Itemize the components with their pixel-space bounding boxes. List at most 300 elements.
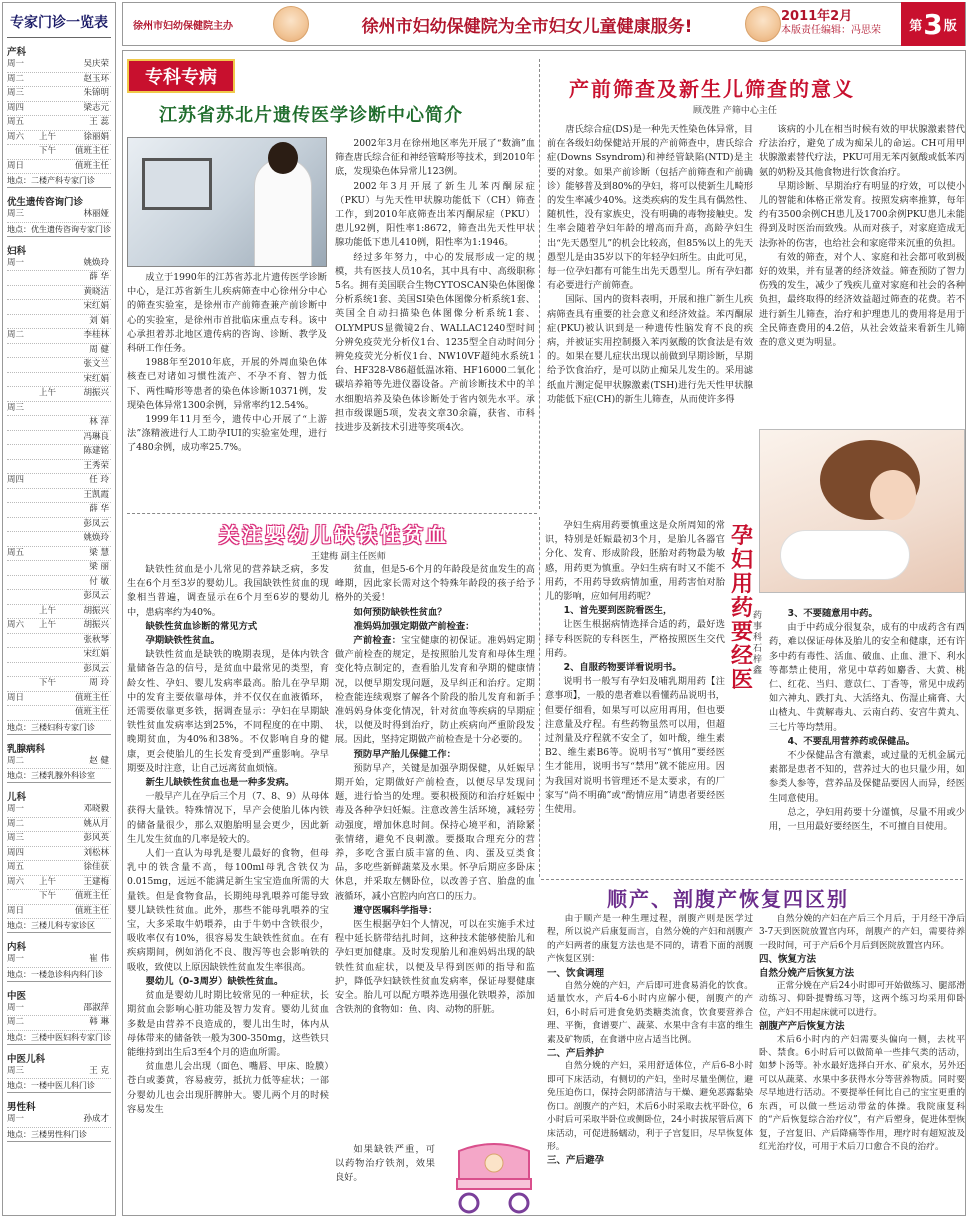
article-paragraph: 孕妇生病用药要慎重这是众所周知的常识，特别是妊娠最初3个月，是胎儿各器官分化、发育、形成阶段，胚胎对药物最为敏感，用药更为慎重。孕妇生病有时又不能不用药，不用药导致病情加重，用药害怕对胎儿的影响，应如何用药呢？	[545, 520, 725, 603]
department-location: 地点：一楼急诊科内科门诊	[7, 968, 111, 982]
schedule-doctor: 姚从月	[83, 818, 109, 829]
article-paragraph: 缺铁性贫血是小儿常见的营养缺乏病，多发生在6个月至3岁的婴幼儿。我国缺铁性贫血的现象相当普遍，调查显示在6个月至6岁的婴幼儿中，患病率约为40%。	[127, 564, 329, 618]
page-suffix: 版	[943, 18, 957, 34]
schedule-half-day	[39, 503, 59, 517]
article-paragraph: 预防早产，关键是加强孕期保健，从妊娠早期开始，定期做好产前检查，以便尽早发现问题，进行恰当的处理。要积极预防和治疗妊娠中毒及各种孕妇妊娠。注意改善生活环境，减轻劳动强度，增加休息时间。保持心境平和，消除紧张情绪，避免不良刺激。要摄取合理充分的营养，多吃含蛋白质丰富的鱼、肉、蛋及豆类食品，多吃些新鲜蔬菜及水果。怀孕后期应多卧床休息，并采取左侧卧位，以改善子宫、胎盘的血液循环，减小宫腔内向宫口的压力。	[335, 762, 535, 902]
schedule-day: 周日	[7, 905, 25, 916]
monitor-icon	[142, 158, 212, 210]
section-badge: 专科专病	[127, 59, 235, 93]
article-paragraph: 总之，孕妇用药要十分谨慎，尽量不用或少用，一旦用最好要经医生，不可擅自目使用。	[769, 806, 965, 833]
schedule-day	[7, 576, 39, 590]
schedule-half-day	[39, 300, 59, 314]
article-paragraph: 成立于1990年的江苏省苏北片遗传医学诊断中心，是江苏省新生儿疾病筛查中心徐州分中心的筛查实验室，是徐州市产前筛查兼产前诊断中心的实验室，是徐州市首批临床重点专科。该中心承担着苏北地区遗传病的咨询、诊断、教学及科研工作任务。	[127, 272, 327, 355]
schedule-doctor: 周 健	[89, 344, 109, 355]
department-list	[7, 44, 111, 1142]
schedule-row	[7, 518, 111, 533]
schedule-half-day	[39, 532, 59, 546]
schedule-half-day	[39, 315, 59, 329]
article-paragraph: 2002年3月开展了新生儿苯丙酮尿症（PKU）与先天性甲状腺功能低下（CH）筛查工作，到2010年底筛查出苯丙酮尿症（PKU）患儿92例，阳性率1:8672，筛查出先天性甲状腺功能低下患儿410例，阳性率为1:1946。	[335, 180, 535, 249]
schedule-doctor	[59, 402, 111, 416]
schedule-row	[7, 1113, 111, 1128]
schedule-doctor: 值班主任	[74, 707, 109, 717]
schedule-doctor: 张秋琴	[83, 634, 109, 645]
department-name: 乳腺病科	[7, 743, 46, 755]
article-paragraph: 自然分娩的产妇，产后即可进食易消化的饮食。适量饮水，产后4-6小时内应解小便，剖腹产的产妇，6小时后可进食免奶类糖类流食，饮食要营养合理、平衡，食谱要广、蔬菜、水果中含有丰富的维生素及矿物质，在食谱中应占适当比例。	[547, 981, 753, 1045]
article-paragraph: 让医生根据病情选择合适的药，最好选择专科医院的专科医生，严格按照医生交代用药。	[545, 619, 725, 659]
schedule-doctor: 薛 华	[89, 504, 109, 514]
schedule-doctor: 朱锦明	[83, 88, 109, 98]
schedule-half-day	[39, 818, 59, 832]
schedule-day: 周二	[7, 330, 25, 340]
schedule-row	[7, 329, 111, 344]
schedule-day: 周二	[7, 1017, 25, 1027]
schedule-half-day	[39, 518, 59, 532]
article-byline: 王建梅 副主任医师	[311, 552, 386, 562]
schedule-day	[7, 634, 39, 648]
schedule-doctor: 陈建铭	[83, 446, 109, 456]
schedule-row	[7, 1002, 111, 1017]
schedule-row	[7, 271, 111, 286]
schedule-doctor: 付 敏	[89, 576, 109, 587]
schedule-doctor: 梁 丽	[89, 562, 109, 572]
schedule-half-day	[39, 329, 59, 343]
lab-photo	[127, 137, 327, 267]
article-paragraph: 医生根据孕妇个人情况，可以在实施手术过程中延长脐带结扎时间，这种技术能够使胎儿和孕妇更加健康。及时发现胎儿和准妈妈出现的缺铁性贫血症状，以便及早得到医师的指导和监护，降低孕妇缺铁性贫血发病率，保证母婴健康安全。胎儿可以配方喂养选用强化铁喂养，添加含铁剂的食物如：鱼、肉、动物的肝脏。	[335, 919, 535, 1016]
schedule-half-day	[39, 474, 59, 488]
schedule-row	[7, 300, 111, 315]
schedule-day	[7, 286, 39, 300]
schedule-half-day: 下午	[39, 146, 57, 156]
schedule-row	[7, 445, 111, 460]
schedule-day	[7, 373, 39, 387]
schedule-day	[7, 460, 39, 474]
schedule-doctor: 王秀荣	[83, 460, 109, 471]
department-location: 地点：三楼男性科门诊	[7, 1128, 111, 1142]
department-location: 地点：二楼产科专家门诊	[7, 174, 111, 188]
subheading: 预防早产胎儿保健工作：	[353, 748, 456, 760]
schedule-row	[7, 416, 111, 431]
schedule-doctor: 胡振兴	[83, 388, 109, 398]
schedule-row	[7, 706, 111, 721]
schedule-day	[7, 489, 39, 503]
schedule-doctor: 彭凤云	[83, 518, 109, 529]
article-text: 宝宝健康的初保证。准妈妈定期做产前检查的规定，是按照胎儿发育和母体生理变化特点制定的，查看胎儿发育和孕期的健康情况，以便早期发现问题，及早纠正和治疗。定期检查能连续观察了解各个阶段的胎儿发育和新手准妈妈身体变化情况，针对贫血等疾病的早期症状，以便及时得到治疗，防止疾病向严重阶段发展。因此，坚持定期做产前检查是十分必要的。	[335, 635, 535, 746]
schedule-day: 周三	[7, 209, 25, 219]
schedule-day: 周六	[7, 620, 25, 630]
page-number-badge	[901, 2, 965, 46]
schedule-doctor: 姚焕玲	[83, 257, 109, 268]
department-name: 优生遗传咨询门诊	[7, 197, 84, 208]
schedule-doctor: 值班主任	[74, 692, 109, 703]
article-paragraph: 该病的小儿在相当时候有效的甲状腺激素替代疗法治疗，避免了成为痴呆儿的命运。CH可用甲状腺激素替代疗法，PKU可用无苯丙氨酸或低苯丙氨的奶粉及其他食物进行饮食治疗。	[759, 124, 965, 178]
department-name: 中医儿科	[7, 1053, 46, 1065]
schedule-half-day	[39, 416, 59, 430]
article-paragraph: 有效的筛查，对个人、家庭和社会都可收到极好的效果，并有显著的经济效益。筛查预防了智力伤残的发生，减少了残疾儿童对家庭和社会的各种负担，最终取得的经济效益超过筛查的花费。若不进行新生儿筛查，治疗和护理患儿的费用将是用于全民筛查费用的4.2倍，从社会效益来看新生儿筛查的意义更为明显。	[759, 251, 965, 349]
schedule-day: 周六	[7, 131, 25, 142]
schedule-row	[7, 663, 111, 678]
schedule-row	[7, 547, 111, 562]
baby-logo-icon	[273, 6, 309, 42]
subheading: 准妈妈加强定期做产前检查：	[353, 620, 475, 632]
doctor-figure	[254, 158, 312, 267]
schedule-row	[7, 692, 111, 707]
schedule-day: 周三	[7, 88, 25, 98]
schedule-row	[7, 474, 111, 489]
schedule-half-day	[39, 460, 59, 474]
schedule-half-day	[39, 373, 59, 387]
schedule-doctor: 吴庆荣	[83, 59, 109, 69]
schedule-half-day	[39, 271, 59, 285]
subheading: 二、产后养护	[547, 1048, 605, 1060]
article-paragraph: 1988年至2010年底，开展的外周血染色体核查已对诸如习惯性流产、不孕不育、智力低下、两性畸形等患者的染色体诊断10371例，发现染色体异常1300余例，异常率约12.54%。	[127, 357, 327, 411]
schedule-day	[7, 518, 39, 532]
vertical-byline: 药事科 石梓鑫	[753, 611, 763, 676]
subheading: 自然分娩产后恢复方法	[759, 967, 855, 979]
schedule-row	[7, 315, 111, 330]
schedule-half-day: 上午	[39, 131, 57, 142]
schedule-half-day	[39, 576, 59, 590]
article-paragraph: 如果缺铁严重，可以药物治疗铁剂，效果良好。	[335, 1144, 435, 1184]
schedule-half-day	[39, 634, 59, 648]
baby-figure	[780, 530, 910, 580]
schedule-half-day: 上午	[39, 876, 57, 887]
schedule-half-day: 下午	[39, 678, 57, 688]
publisher-slogan: 徐州市妇幼保健院主办	[133, 20, 233, 32]
schedule-row	[7, 890, 111, 905]
schedule-row	[7, 576, 111, 591]
section-divider	[541, 879, 963, 880]
schedule-half-day	[39, 116, 59, 130]
schedule-doctor: 邓晓毅	[83, 804, 109, 814]
schedule-day: 周四	[7, 102, 25, 113]
header-slogan: 徐州市妇幼保健院为全市妇女儿童健康服务!	[361, 16, 693, 37]
schedule-day: 周日	[7, 692, 25, 703]
schedule-day: 周一	[7, 59, 25, 69]
schedule-day	[7, 605, 39, 619]
schedule-day	[7, 706, 39, 720]
article-paragraph: 不少保健品含有激素，或过量的无机金属元素都是患者不知的，营养过大的也只量少用，如参类人参等，营养品及保健品要因人而异，经医生同意使用。	[769, 750, 965, 804]
section-divider	[127, 513, 537, 514]
subheading: 1、首先要到医院看医生，	[563, 605, 673, 617]
schedule-row	[7, 677, 111, 692]
article-paragraph: 早期诊断、早期治疗有明显的疗效，可以使小儿的智能和体格正常发育。按照发病率推算，每年约有3500余例CH患儿及1700余例PKU患儿未能得到及时医治而致残。从而对孩子，对家庭造成无法弥补的伤害，也给社会和家庭带来沉重的负担。	[759, 180, 965, 249]
schedule-half-day: 上午	[39, 388, 57, 398]
issue-date: 2011年2月	[781, 9, 853, 24]
schedule-day	[7, 532, 39, 546]
subheading: 缺铁性贫血诊断的常见方式	[145, 620, 258, 632]
expert-clinic-schedule	[2, 2, 116, 1216]
schedule-title: 专家门诊一览表	[7, 6, 111, 38]
article-byline: 顾茂胜 产筛中心主任	[693, 106, 777, 116]
schedule-half-day: 上午	[39, 605, 57, 616]
schedule-half-day	[39, 102, 59, 116]
schedule-half-day	[39, 847, 59, 861]
column-divider	[539, 517, 540, 877]
page-content	[122, 50, 966, 1216]
schedule-half-day	[39, 803, 59, 817]
schedule-day: 周五	[7, 547, 25, 558]
schedule-doctor: 王建梅	[83, 876, 109, 887]
schedule-doctor: 宋红娟	[83, 301, 109, 311]
mother-face	[870, 470, 916, 520]
schedule-row	[7, 373, 111, 388]
schedule-row	[7, 257, 111, 272]
schedule-row	[7, 619, 111, 634]
article-column	[759, 913, 965, 1215]
schedule-doctor: 胡振兴	[83, 620, 109, 630]
schedule-row	[7, 387, 111, 402]
schedule-row	[7, 344, 111, 359]
schedule-row	[7, 431, 111, 446]
schedule-row	[7, 87, 111, 102]
schedule-row	[7, 634, 111, 649]
schedule-day: 周日	[7, 160, 25, 171]
schedule-half-day	[39, 706, 59, 720]
article-title: 顺产、剖腹产恢复四区别	[607, 887, 849, 911]
schedule-row	[7, 358, 111, 373]
department-name: 产科	[7, 47, 27, 58]
schedule-half-day	[39, 561, 59, 575]
article-paragraph	[335, 634, 535, 748]
schedule-day	[7, 271, 39, 285]
schedule-doctor: 彭凤云	[83, 591, 109, 601]
schedule-day	[7, 445, 39, 459]
schedule-half-day	[39, 87, 59, 101]
schedule-half-day	[39, 547, 59, 561]
schedule-day: 周一	[7, 954, 25, 964]
article-paragraph: 缺铁性贫血是缺铁的晚期表现，是体内铁含量储备告急的信号，是贫血中最常见的类型，育龄女性、孕妇、婴儿发病率最高。胎儿在孕早期中的发育主要依靠母体，并不仅仅在血液循环，还需要依靠更多铁，据调查显示：孕妇在早期缺铁性贫血发病率达到25%，不同程度的在中期、晚期贫血，为40%和38%。不仅影响自身的健康，更会使胎儿的生长发育受到严重影响。孕早期要及时注意，让自己远离贫血烦恼。	[127, 649, 329, 774]
schedule-doctor: 值班主任	[74, 891, 109, 901]
schedule-day	[7, 145, 39, 159]
department-name: 妇科	[7, 245, 27, 257]
article-column	[127, 271, 327, 509]
subheading: 婴幼儿（0-3周岁）缺铁性贫血。	[145, 975, 284, 987]
article-paragraph: 自然分娩的产妇在产后三个月后，于月经干净后3-7天到医院放置宫内环，剖腹产的产妇，需要待养一段时间，可于产后6个月后到医院放置宫内环。	[759, 914, 965, 951]
article-paragraph: 唐氏综合症(DS)是一种先天性染色体异常，目前在各级妇幼保健站开展的产前筛查中，唐氏综合症(Downs Ssyndrom)和神经管缺陷(NTD)是主要的对象。如果产前诊断（包括产前筛查和产前确诊）能够普及到80%的孕妇，将可以使新生儿畸形的发生率减少40%。这类疾病的发生具有偶然性、随机性，没有家族史，没有明确的毒物接触史。发生率会随着孕妇年龄的增高而升高，高龄孕妇生出“先天愚型儿”的机会比较高，但85%以上的先天愚型儿是由35岁以下的年轻孕妇所生。由此可见，每一位孕妇都有可能生出先天愚型儿。所有孕妇都有必要进行产前筛查。	[547, 124, 753, 292]
schedule-half-day	[39, 344, 59, 358]
schedule-doctor: 姚焕玲	[83, 533, 109, 543]
schedule-row	[7, 818, 111, 833]
schedule-day	[7, 358, 39, 372]
schedule-doctor: 林 萍	[89, 417, 109, 427]
article-paragraph: 贫血是婴幼儿时期比较常见的一种症状，长期贫血会影响心脏功能及智力发育。婴幼儿贫血多数是由营养不良造成的，婴儿出生时，体内从母体带来的储备铁一般为300-350mg，这些铁只能维持到出生后3至4个月的造血所需。	[127, 990, 329, 1058]
article-paragraph: 经过多年努力，中心的发展形成一定的规模，共有医技人员10名，其中具有中、高级职称5名。拥有美国联合生物CYTOSCAN染色体图像分析系统1套、美国SI染色体图像分析系统1套、英国全自动扫描染色体图像分析系统1套、OLYMPUS显微镜2台、WALLAC1240型时间分辨免疫荧光分析仪1台、1235型全自动时间分辨免疫荧光分析仪1台、NW10VF超纯水系统1台、HF328-V86超低温冰箱、HF16000二氧化碳培养箱等先进仪器设备。产前诊断技术中的羊水细胞培养及染色体诊断处于省内领先水平。承担市级课题5项，发表文章30余篇，获省、市科技进步及新技术引进等奖项4次。	[335, 251, 535, 434]
schedule-day	[7, 416, 39, 430]
schedule-day: 周四	[7, 475, 25, 485]
schedule-doctor: 胡振兴	[83, 605, 109, 616]
schedule-day: 周四	[7, 847, 25, 858]
schedule-doctor: 彭凤云	[83, 663, 109, 674]
schedule-day	[7, 315, 39, 329]
schedule-row	[7, 876, 111, 891]
schedule-half-day	[39, 755, 59, 769]
article-column	[547, 123, 753, 513]
article-paragraph: 由于顺产是一种生理过程，剖腹产则是医学过程，所以说产后康复而言，自然分娩的产妇和剖腹产的产妇两者的康复方法也是不同的，请看下面的剖腹产恢复区别：	[547, 914, 753, 965]
page-prefix: 第	[909, 18, 923, 34]
schedule-row	[7, 208, 111, 223]
subheading: 三、产后避孕	[547, 1155, 605, 1167]
schedule-doctor: 李桂林	[83, 330, 109, 340]
article-paragraph: 由于中药成分很复杂，成有的中成药含有西药，难以保证母体及胎儿的安全和健康，还有许多中药有毒性、活血、破血、止血、泄下、利水等都禁止使用，常见中草药如麝香、大黄、桃仁、红花、当归、薏苡仁、丁香等，常见中成药如六神丸、跌打丸、大活络丸、伤湿止痛膏、大山楂丸、牛黄解毒丸、云南白药、安宫牛黄丸、三七片等均禁用。	[769, 622, 965, 733]
department-location: 地点：三楼儿科专家诊区	[7, 919, 111, 933]
schedule-half-day	[39, 1016, 59, 1030]
subheading: 3、不要随意用中药。	[787, 608, 878, 619]
page-number: 3	[923, 7, 943, 41]
schedule-half-day	[39, 1002, 59, 1016]
schedule-day	[7, 344, 39, 358]
schedule-row	[7, 648, 111, 663]
schedule-row	[7, 1016, 111, 1031]
schedule-row	[7, 160, 111, 175]
schedule-half-day	[39, 590, 59, 604]
schedule-half-day	[39, 358, 59, 372]
schedule-half-day	[39, 648, 59, 662]
schedule-doctor: 冯琳良	[83, 431, 109, 442]
schedule-doctor: 张文兰	[83, 359, 109, 369]
schedule-half-day	[39, 431, 59, 445]
schedule-doctor: 王 克	[89, 1065, 109, 1076]
schedule-day: 周三	[7, 402, 25, 413]
schedule-doctor: 周 玲	[89, 678, 109, 688]
schedule-half-day	[39, 861, 59, 875]
schedule-doctor: 韩 琳	[89, 1017, 109, 1027]
department-location: 地点：一楼中医儿科门诊	[7, 1079, 111, 1093]
schedule-doctor: 林丽娅	[83, 209, 109, 219]
article-column	[127, 563, 329, 1213]
schedule-row	[7, 803, 111, 818]
article-paragraph: 2002年3月在徐州地区率先开展了“数滴”血筛查唐氏综合征和神经管畸形等技术，到2010年底，发现染色体异常儿123例。	[335, 138, 535, 178]
schedule-half-day	[39, 286, 59, 300]
schedule-day: 周二	[7, 73, 25, 84]
department-location: 地点：三楼乳腺外科诊室	[7, 769, 111, 783]
schedule-day	[7, 431, 39, 445]
schedule-half-day: 下午	[39, 891, 57, 901]
subheading: 遵守医嘱科学指导：	[353, 904, 438, 916]
schedule-day	[7, 590, 39, 604]
schedule-doctor: 宋红娟	[83, 649, 109, 659]
article-paragraph: 说明书一般写有孕妇及哺乳期用药【注意事项】，一般的患者难以看懂药品说明书，但要仔细看，如果写可以应用再用，但也要注意量及疗程。有些药物虽然可以用，但超过剂量及疗程就不安全了，如叶酸，维生素B2、维生素B6等。说明书写“慎用”要经医生才能用，说明书写“禁用”就不能应用。因为我国对说明书管理还不是太要求，有的厂家写“尚不明确”或“酌情应用”请患者要经医生使用。	[545, 676, 725, 816]
schedule-row	[7, 102, 111, 117]
article-column	[759, 123, 965, 425]
schedule-doctor: 梁 慧	[89, 547, 109, 558]
schedule-half-day	[39, 663, 59, 677]
subheading: 如何预防缺铁性贫血？	[353, 606, 447, 618]
schedule-row	[7, 402, 111, 417]
schedule-doctor: 徐佳获	[83, 862, 109, 872]
department-location: 地点：三楼妇科专家门诊	[7, 721, 111, 735]
schedule-day: 周五	[7, 117, 25, 127]
schedule-day	[7, 387, 39, 401]
schedule-row	[7, 953, 111, 968]
schedule-day: 周二	[7, 818, 25, 829]
schedule-day: 周五	[7, 862, 25, 872]
article-column	[545, 519, 725, 879]
doctor-head	[268, 142, 298, 174]
schedule-row	[7, 832, 111, 847]
schedule-doctor: 值班主任	[74, 146, 109, 156]
schedule-half-day	[39, 1113, 59, 1127]
schedule-doctor: 孙成才	[83, 1114, 109, 1124]
schedule-half-day	[39, 905, 59, 919]
schedule-doctor: 王 蕊	[89, 117, 109, 127]
issue-info	[781, 10, 901, 38]
article-column	[335, 1143, 435, 1215]
schedule-half-day	[39, 58, 59, 72]
inline-heading: 产前检查：	[353, 635, 402, 647]
schedule-day: 周一	[7, 257, 25, 268]
subheading: 新生儿缺铁性贫血也是一种多发病。	[145, 777, 295, 789]
schedule-half-day	[39, 953, 59, 967]
article-paragraph: 正常分娩在产后24小时即可开始做练习、腿部滑动练习、仰卧提臀练习等，这两个练习均采用仰卧位，产妇不用起床就可以进行。	[759, 981, 965, 1018]
schedule-row	[7, 1065, 111, 1080]
schedule-half-day	[39, 1065, 59, 1079]
subheading: 四、恢复方法	[759, 954, 817, 966]
schedule-doctor: 彭风英	[83, 833, 109, 843]
subheading: 孕期缺铁性贫血。	[145, 635, 220, 647]
page-header	[122, 2, 966, 46]
schedule-half-day	[39, 208, 59, 222]
schedule-day: 周一	[7, 804, 25, 814]
schedule-doctor: 刘松林	[83, 847, 109, 858]
schedule-day: 周一	[7, 1002, 25, 1013]
schedule-doctor: 任 玲	[89, 475, 109, 485]
department-name: 中医	[7, 990, 27, 1002]
subheading: 剖腹产产后恢复方法	[759, 1021, 845, 1033]
schedule-row	[7, 861, 111, 876]
schedule-day	[7, 663, 39, 677]
schedule-half-day	[39, 445, 59, 459]
article-paragraph: 术后6小时内的产妇需要头偏向一侧，去枕平卧、禁食。6小时后可以做简单一些排气类的活动，如梦卜汤等。补水最好选择白开水、矿泉水，另外还可以从蔬菜、水果中多获得水分等营养物质。同时要尽早地进行活动。不要提举任何比自己的宝宝更重的东西，可以做一些运动带盆的体操。我院康复科的“产后恢复综合治疗仪”，有产后塑身，促进体型恢复，子宫复旧、产后降痛等作用，理疗时有超短波及红光治疗仪，可用于术后刀口愈合不良的治疗。	[759, 1034, 965, 1152]
schedule-half-day	[39, 257, 59, 271]
article-column	[769, 607, 965, 879]
schedule-row	[7, 58, 111, 73]
article-column	[547, 913, 753, 1215]
schedule-day: 周一	[7, 1114, 25, 1124]
schedule-doctor: 赵 健	[89, 755, 109, 766]
schedule-doctor: 刘 娟	[89, 315, 109, 326]
schedule-day: 周六	[7, 876, 25, 887]
article-paragraph: 国际、国内的资料表明，开展和推广新生儿疾病筛查具有重要的社会意义和经济效益。苯丙酮尿症(PKU)被认识到是一种遗传性脑发育不良的疾病，并被证实用控制摄入苯丙氨酸的饮食法是有效的。如果在婴儿症状出现以前做到早期诊断，早期给予饮食治疗，是可以防止痴呆儿发生的。采用滤纸血片测定促甲状腺激素(TSH)进行先天性甲状腺功能低下症(CH)的新生儿筛查，从而使许多得	[547, 294, 753, 405]
schedule-doctor: 值班主任	[74, 905, 109, 916]
schedule-row	[7, 131, 111, 146]
baby-logo-icon	[745, 6, 781, 42]
article-paragraph: 贫血患儿会出现（面色、嘴唇、甲床、睑膜）苍白或萎黄，容易疲劳，抵抗力低等症状；一部分婴幼儿也会出现肝脾肿大。婴儿两个月的时候容易发生	[127, 1061, 329, 1115]
schedule-day	[7, 300, 39, 314]
subheading: 一、饮食调理	[547, 967, 605, 979]
mother-baby-photo	[759, 429, 965, 593]
schedule-row	[7, 561, 111, 576]
schedule-row	[7, 532, 111, 547]
article-title: 江苏省苏北片遗传医学诊断中心简介	[159, 105, 463, 126]
article-column	[335, 563, 535, 1143]
subheading: 4、不要乱用营养药或保健品。	[787, 735, 915, 747]
schedule-row	[7, 590, 111, 605]
department-location: 地点：优生遗传咨询专家门诊	[7, 223, 111, 237]
schedule-row	[7, 847, 111, 862]
schedule-day: 周三	[7, 1065, 25, 1076]
schedule-row	[7, 489, 111, 504]
schedule-half-day	[39, 73, 59, 87]
schedule-doctor: 值班主任	[74, 160, 109, 171]
schedule-row	[7, 73, 111, 88]
article-paragraph: 自然分娩的产妇，采用舒适体位，产后6-8小时即可下床活动，有侧切的产妇，坐时尽量坐侧位，避免压迫伤口，保持会阴部清洁与干燥、避免恶露黏染伤口。剖腹产的产妇，术后6小时采取去枕平卧位，6小时后可采取半卧位或侧卧位，24小时拔尿管后离下床活动，可促进肠蠕动，利于子宫复旧，尽早恢复体形。	[547, 1061, 753, 1152]
department-name: 内科	[7, 942, 27, 953]
schedule-day	[7, 890, 39, 904]
schedule-half-day	[39, 832, 59, 846]
issue-editor: 本版责任编辑：冯思荣	[781, 25, 881, 36]
schedule-half-day: 上午	[39, 620, 57, 630]
schedule-half-day	[39, 402, 59, 416]
